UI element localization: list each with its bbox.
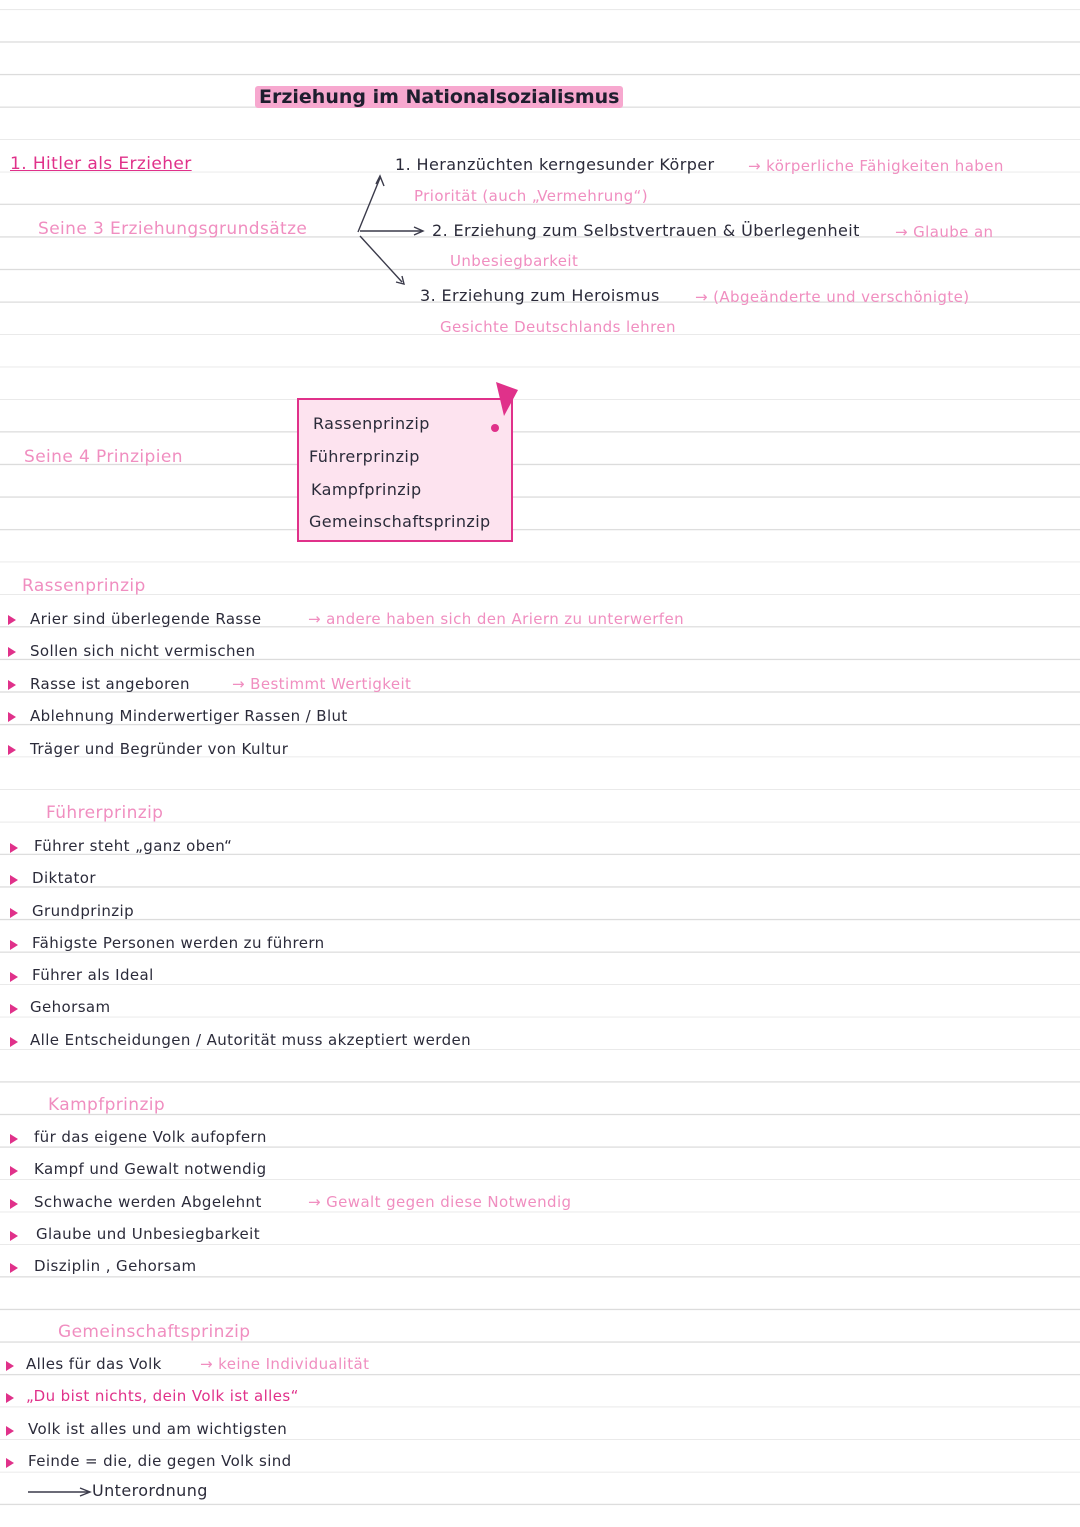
bullet-icon — [10, 1199, 18, 1209]
kampf-item-3: Schwache werden Abgelehnt — [34, 1193, 262, 1211]
bullet-icon — [10, 972, 18, 982]
kampf-item-3-note: → Gewalt gegen diese Notwendig — [308, 1193, 572, 1211]
rassen-item-2: Sollen sich nicht vermischen — [30, 642, 256, 660]
gemeinschaft-item-2: „Du bist nichts, dein Volk ist alles“ — [26, 1387, 299, 1405]
gemeinschaft-item-4: Feinde = die, die gegen Volk sind — [28, 1452, 292, 1470]
bullet-icon — [10, 1037, 18, 1047]
bullet-icon — [6, 1361, 14, 1371]
kampf-heading: Kampfprinzip — [48, 1095, 166, 1115]
grundsaetze-label: Seine 3 Erziehungsgrundsätze — [38, 219, 308, 239]
bullet-icon — [6, 1393, 14, 1403]
bullet-icon — [6, 1426, 14, 1436]
exclamation-mark-icon — [490, 380, 524, 436]
box-item-kampf: Kampfprinzip — [311, 480, 422, 499]
fuehrer-item-5: Führer als Ideal — [32, 966, 154, 984]
bullet-icon — [10, 875, 18, 885]
arrow-to-point-1 — [358, 178, 380, 232]
rassen-item-1: Arier sind überlegende Rasse — [30, 610, 262, 628]
fuehrer-item-7: Alle Entscheidungen / Autorität muss akzeptiert werden — [30, 1031, 472, 1049]
prinzipien-box — [297, 398, 513, 542]
fuehrer-item-3: Grundprinzip — [32, 902, 135, 920]
box-item-rassen: Rassenprinzip — [313, 414, 430, 433]
bullet-icon — [8, 712, 16, 722]
box-item-fuehrer: Führerprinzip — [309, 447, 420, 466]
rassen-item-5: Träger und Begründer von Kultur — [30, 740, 289, 758]
point-3-note-cont: Gesichte Deutschlands lehren — [440, 318, 676, 336]
gemeinschaft-item-3: Volk ist alles und am wichtigsten — [28, 1420, 288, 1438]
bullet-icon — [10, 908, 18, 918]
gemeinschaft-final: Unterordnung — [92, 1481, 208, 1500]
kampf-item-1: für das eigene Volk aufopfern — [34, 1128, 267, 1146]
bullet-icon — [10, 1004, 18, 1014]
fuehrer-item-2: Diktator — [32, 869, 96, 887]
rassen-item-3-note: → Bestimmt Wertigkeit — [232, 675, 412, 693]
bullet-icon — [8, 680, 16, 690]
prinzipien-label: Seine 4 Prinzipien — [24, 447, 183, 467]
bullet-icon — [8, 745, 16, 755]
fuehrer-item-6: Gehorsam — [30, 998, 111, 1016]
point-3-main: 3. Erziehung zum Heroismus — [420, 286, 660, 305]
rassen-heading: Rassenprinzip — [22, 576, 146, 596]
bullet-icon — [10, 1263, 18, 1273]
gemeinschaft-heading: Gemeinschaftsprinzip — [58, 1322, 251, 1342]
point-3-note: → (Abgeänderte und verschönigte) — [695, 288, 970, 306]
kampf-item-5: Disziplin , Gehorsam — [34, 1257, 197, 1275]
bullet-icon — [10, 1134, 18, 1144]
bullet-icon — [8, 647, 16, 657]
rassen-item-1-note: → andere haben sich den Ariern zu unterwerfen — [308, 610, 684, 628]
point-1-note-cont: Priorität (auch „Vermehrung“) — [414, 187, 648, 205]
gemeinschaft-item-1: Alles für das Volk — [26, 1355, 162, 1373]
point-2-note: → Glaube an — [895, 223, 994, 241]
bullet-icon — [10, 940, 18, 950]
fuehrer-item-4: Fähigste Personen werden zu führern — [32, 934, 325, 952]
bullet-icon — [10, 1231, 18, 1241]
point-1-note: → körperliche Fähigkeiten haben — [748, 157, 1004, 175]
point-2-main: 2. Erziehung zum Selbstvertrauen & Überlegenheit — [432, 221, 860, 240]
page-title: Erziehung im Nationalsozialismus — [255, 86, 623, 108]
bullet-icon — [10, 1166, 18, 1176]
point-1-main: 1. Heranzüchten kerngesunder Körper — [395, 155, 715, 174]
fuehrer-heading: Führerprinzip — [46, 803, 164, 823]
rassen-item-3: Rasse ist angeboren — [30, 675, 190, 693]
bullet-icon — [8, 615, 16, 625]
bullet-icon — [6, 1458, 14, 1468]
fuehrer-item-1: Führer steht „ganz oben“ — [34, 837, 233, 855]
box-item-gemeinschaft: Gemeinschaftsprinzip — [309, 512, 491, 531]
kampf-item-4: Glaube und Unbesiegbarkeit — [36, 1225, 260, 1243]
bullet-icon — [10, 843, 18, 853]
rassen-item-4: Ablehnung Minderwertiger Rassen / Blut — [30, 707, 348, 725]
point-2-note-cont: Unbesiegbarkeit — [450, 252, 579, 270]
section-heading-hitler: 1. Hitler als Erzieher — [10, 154, 192, 174]
kampf-item-2: Kampf und Gewalt notwendig — [34, 1160, 267, 1178]
arrow-to-point-3 — [360, 236, 402, 282]
gemeinschaft-item-1-note: → keine Individualität — [200, 1355, 370, 1373]
